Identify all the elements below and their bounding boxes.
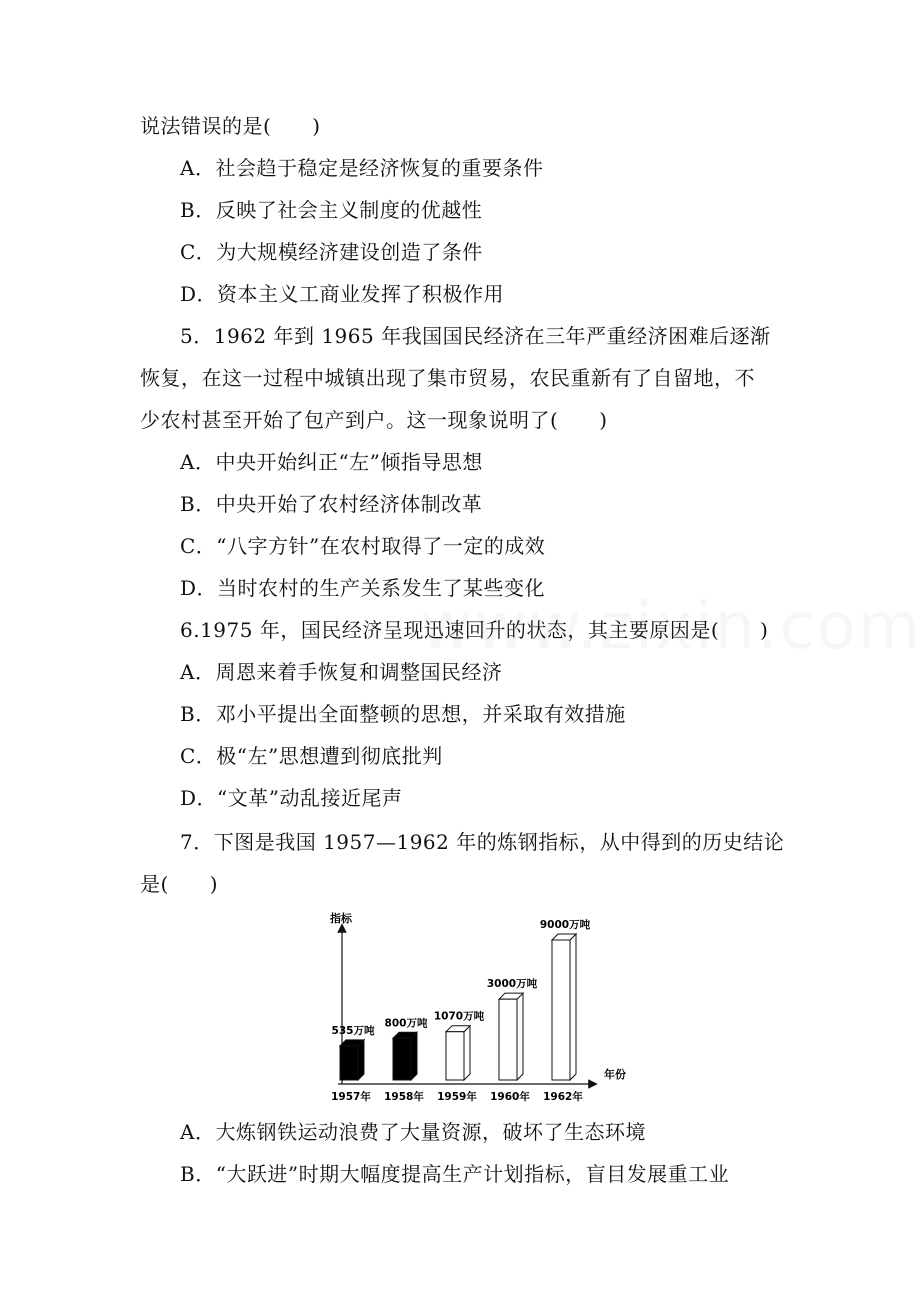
bar-value-label: 535万吨 [331, 1024, 375, 1037]
q7-stem-line-1: 7．下图是我国 1957—1962 年的炼钢指标，从中得到的历史结论 [180, 830, 785, 854]
x-tick-label: 1962年 [543, 1091, 583, 1103]
q4-stem-tail: 说法错误的是( ) [140, 114, 321, 138]
y-axis-label: 指标 [330, 912, 352, 925]
steel-target-chart [318, 910, 648, 1110]
bar-1962年 [552, 934, 576, 1080]
q4-option-d: D．资本主义工商业发挥了积极作用 [180, 282, 505, 306]
x-tick-label: 1958年 [384, 1091, 424, 1103]
bar-1960年 [499, 993, 523, 1080]
x-tick-label: 1957年 [331, 1091, 371, 1103]
q5-stem-line-3: 少农村甚至开始了包产到户。这一现象说明了( ) [140, 408, 608, 432]
q4-option-c: C．为大规模经济建设创造了条件 [180, 240, 483, 264]
q5-option-c: C．“八字方针”在农村取得了一定的成效 [180, 534, 546, 558]
q6-stem: 6.1975 年，国民经济呈现迅速回升的状态，其主要原因是( ) [180, 618, 769, 642]
q5-option-d: D．当时农村的生产关系发生了某些变化 [180, 576, 546, 600]
x-tick-label: 1959年 [437, 1091, 477, 1103]
chart-svg [318, 910, 648, 1110]
q4-option-a: A．社会趋于稳定是经济恢复的重要条件 [180, 156, 544, 180]
bar-1959年 [446, 1026, 470, 1080]
q6-option-c: C．极“左”思想遭到彻底批判 [180, 744, 443, 768]
bar-value-label: 9000万吨 [539, 919, 591, 931]
bar-value-label: 1070万吨 [433, 1010, 485, 1023]
q6-option-a: A．周恩来着手恢复和调整国民经济 [180, 660, 503, 684]
q7-stem-line-2: 是( ) [140, 872, 219, 896]
q4-option-b: B．反映了社会主义制度的优越性 [180, 198, 483, 222]
bar-1958年 [393, 1032, 417, 1080]
q7-option-b: B．“大跃进”时期大幅度提高生产计划指标，盲目发展重工业 [180, 1162, 730, 1186]
q7-option-a: A．大炼钢铁运动浪费了大量资源，破坏了生态环境 [180, 1120, 646, 1144]
q5-option-a: A．中央开始纠正“左”倾指导思想 [180, 450, 483, 474]
q5-option-b: B．中央开始了农村经济体制改革 [180, 492, 483, 516]
bar-value-label: 800万吨 [384, 1017, 428, 1030]
q6-option-b: B．邓小平提出全面整顿的思想，并采取有效措施 [180, 702, 626, 726]
x-axis-label: 年份 [604, 1068, 626, 1081]
bar-value-label: 3000万吨 [486, 978, 538, 991]
bar-1957年 [340, 1040, 364, 1080]
x-tick-label: 1960年 [490, 1091, 530, 1103]
q6-option-d: D．“文革”动乱接近尾声 [180, 786, 403, 810]
q5-stem-line-1: 5．1962 年到 1965 年我国国民经济在三年严重经济困难后逐渐 [180, 324, 771, 348]
q5-stem-line-2: 恢复，在这一过程中城镇出现了集市贸易，农民重新有了自留地，不 [140, 366, 755, 390]
